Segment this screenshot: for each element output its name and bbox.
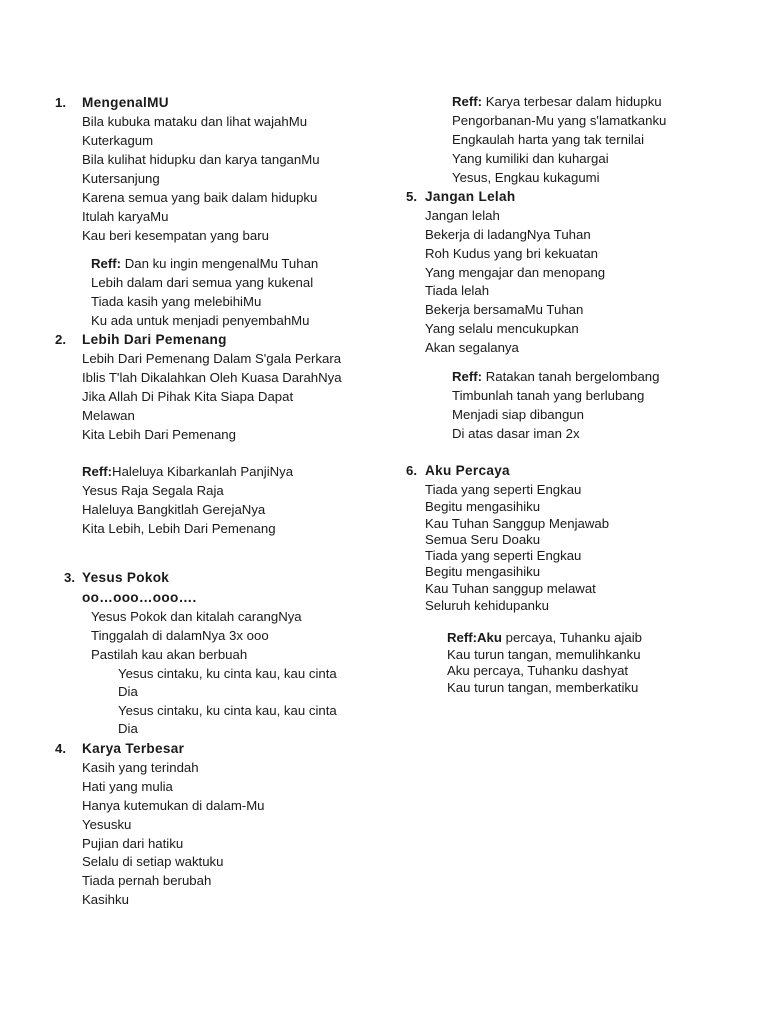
song-6-reff-line: Aku percaya, Tuhanku dashyat: [447, 663, 629, 678]
song-3-subtitle: oo…ooo…ooo….: [82, 590, 197, 605]
song-4-line: Yesusku: [82, 817, 132, 832]
song-4-line: Hanya kutemukan di dalam-Mu: [82, 798, 265, 813]
song-5-number: 5.: [406, 189, 417, 204]
song-4-reff-line: Yesus, Engkau kukagumi: [452, 170, 600, 185]
song-5-line: Jangan lelah: [425, 208, 500, 223]
song-1-line: Bila kubuka mataku dan lihat wajahMu: [82, 114, 308, 129]
song-2-reff-line: Kita Lebih, Lebih Dari Pemenang: [82, 521, 276, 536]
song-2-number: 2.: [55, 332, 66, 347]
song-6-line: Kau Tuhan sanggup melawat: [425, 581, 596, 596]
reff-text: Dan ku ingin mengenalMu Tuhan: [121, 256, 319, 271]
song-1-line: Bila kulihat hidupku dan karya tanganMu: [82, 152, 320, 167]
reff-text: Karya terbesar dalam hidupku: [482, 94, 662, 109]
song-6-title: Aku Percaya: [425, 463, 510, 478]
song-5-reff-line: [452, 369, 659, 385]
reff-label: Reff:: [452, 94, 483, 109]
song-5-line: Bekerja di ladangNya Tuhan: [425, 227, 591, 242]
song-1-reff-line: Tiada kasih yang melebihiMu: [91, 294, 262, 309]
song-4-reff-line: Pengorbanan-Mu yang s'lamatkanku: [452, 113, 667, 128]
song-5-line: Yang mengajar dan menopang: [425, 265, 606, 280]
song-1-title: MengenalMU: [82, 95, 169, 110]
song-4-line: Kasih yang terindah: [82, 760, 199, 775]
song-1-line: Kuterkagum: [82, 133, 154, 148]
song-5-line: Bekerja bersamaMu Tuhan: [425, 302, 584, 317]
song-4-line: Hati yang mulia: [82, 779, 173, 794]
song-4-reff-line: [452, 94, 662, 110]
song-1-reff-line: [91, 256, 318, 272]
reff-text: Ratakan tanah bergelombang: [482, 369, 660, 384]
song-6-line: Begitu mengasihiku: [425, 499, 541, 514]
song-5-title: Jangan Lelah: [425, 189, 516, 204]
song-2-reff-line: [82, 464, 293, 480]
song-2-line: Melawan: [82, 408, 135, 423]
song-6-line: Begitu mengasihiku: [425, 564, 541, 579]
song-6-reff-line: [447, 630, 642, 646]
song-4-line: Pujian dari hatiku: [82, 836, 184, 851]
song-4-line: Kasihku: [82, 892, 129, 907]
song-1-line: Karena semua yang baik dalam hidupku: [82, 190, 318, 205]
song-5-reff-line: Timbunlah tanah yang berlubang: [452, 388, 645, 403]
song-1-line: Kau beri kesempatan yang baru: [82, 228, 269, 243]
song-5-reff-line: Menjadi siap dibangun: [452, 407, 584, 422]
song-5-line: Yang selalu mencukupkan: [425, 321, 579, 336]
reff-text: percaya, Tuhanku ajaib: [501, 630, 642, 645]
song-1-reff-line: Ku ada untuk menjadi penyembahMu: [91, 313, 310, 328]
song-2-title: Lebih Dari Pemenang: [82, 332, 227, 347]
song-6-reff-line: Kau turun tangan, memulihkanku: [447, 647, 641, 662]
song-3-number: 3.: [64, 570, 75, 585]
reff-text: Haleluya Kibarkanlah PanjiNya: [112, 464, 294, 479]
song-5-line: Roh Kudus yang bri kekuatan: [425, 246, 599, 261]
song-2-line: Kita Lebih Dari Pemenang: [82, 427, 236, 442]
song-3-indented-line: Dia: [118, 684, 138, 699]
song-6-line: Seluruh kehidupanku: [425, 598, 549, 613]
song-2-line: Jika Allah Di Pihak Kita Siapa Dapat: [82, 389, 294, 404]
song-2-reff-line: Yesus Raja Segala Raja: [82, 483, 224, 498]
song-6-line: Tiada yang seperti Engkau: [425, 548, 582, 563]
song-3-indented-line: Yesus cintaku, ku cinta kau, kau cinta: [118, 703, 337, 718]
song-2-reff-line: Haleluya Bangkitlah GerejaNya: [82, 502, 266, 517]
song-5-line: Akan segalanya: [425, 340, 519, 355]
song-1-number: 1.: [55, 95, 66, 110]
song-3-line: Pastilah kau akan berbuah: [91, 647, 248, 662]
song-4-reff-line: Yang kumiliki dan kuhargai: [452, 151, 609, 166]
song-3-line: Yesus Pokok dan kitalah carangNya: [91, 609, 302, 624]
song-4-line: Tiada pernah berubah: [82, 873, 212, 888]
song-1-line: Kutersanjung: [82, 171, 160, 186]
song-6-line: Semua Seru Doaku: [425, 532, 541, 547]
song-4-title: Karya Terbesar: [82, 741, 185, 756]
song-1-reff-line: Lebih dalam dari semua yang kukenal: [91, 275, 314, 290]
song-4-line: Selalu di setiap waktuku: [82, 854, 224, 869]
song-3-line: Tinggalah di dalamNya 3x ooo: [91, 628, 269, 643]
reff-label: Reff:: [452, 369, 483, 384]
song-3-indented-line: Dia: [118, 721, 138, 736]
song-3-indented-line: Yesus cintaku, ku cinta kau, kau cinta: [118, 666, 337, 681]
song-2-line: Iblis T'lah Dikalahkan Oleh Kuasa DarahNya: [82, 370, 342, 385]
song-6-line: Tiada yang seperti Engkau: [425, 482, 582, 497]
song-4-reff-line: Engkaulah harta yang tak ternilai: [452, 132, 645, 147]
song-3-title: Yesus Pokok: [82, 570, 170, 585]
song-2-line: Lebih Dari Pemenang Dalam S'gala Perkara: [82, 351, 342, 366]
song-6-number: 6.: [406, 463, 417, 478]
song-5-reff-line: Di atas dasar iman 2x: [452, 426, 580, 441]
reff-label: Reff:: [91, 256, 122, 271]
reff-label: Reff:: [82, 464, 113, 479]
song-1-line: Itulah karyaMu: [82, 209, 169, 224]
song-6-reff-line: Kau turun tangan, memberkatiku: [447, 680, 639, 695]
reff-label: Reff:Aku: [447, 630, 502, 645]
song-6-line: Kau Tuhan Sanggup Menjawab: [425, 516, 610, 531]
song-5-line: Tiada lelah: [425, 283, 490, 298]
song-4-number: 4.: [55, 741, 66, 756]
